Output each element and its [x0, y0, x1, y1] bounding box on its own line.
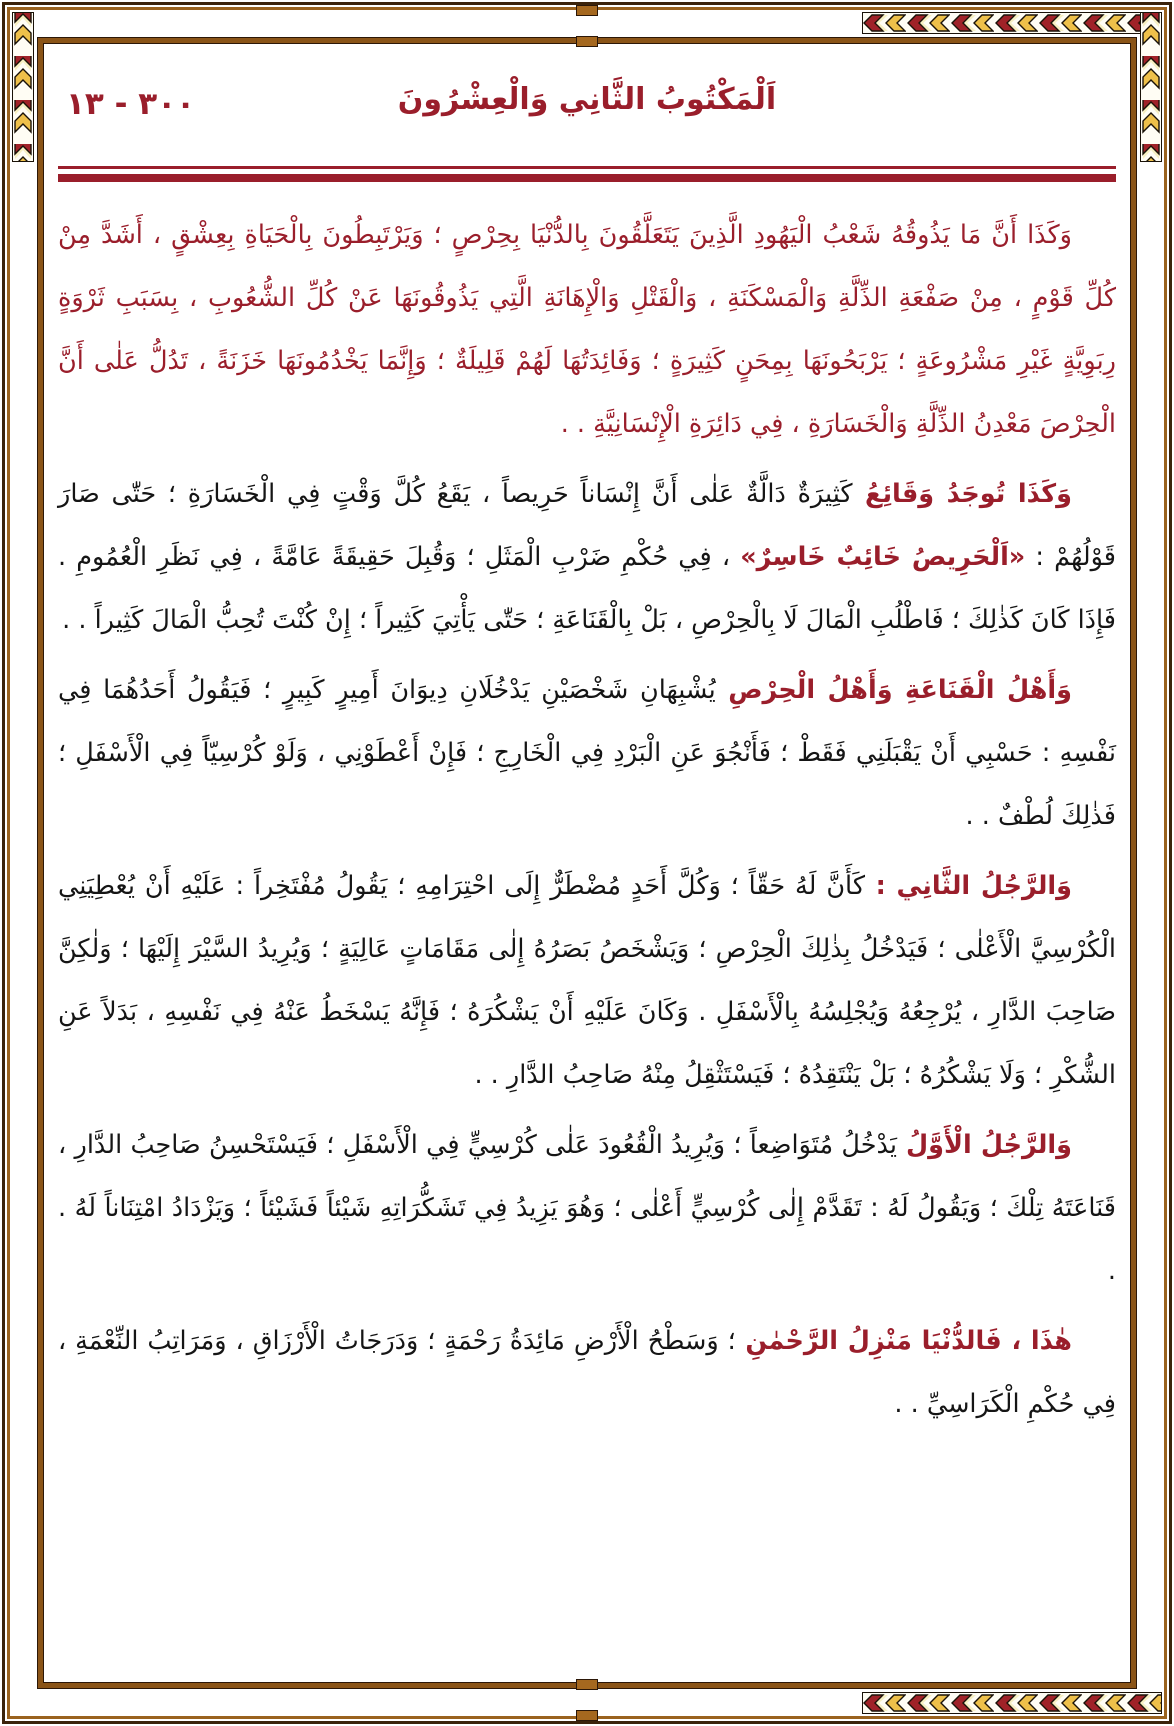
- frame-center-tab: [576, 1710, 598, 1721]
- text-segment: كَأَنَّ لَهُ حَقّاً ؛ وَكُلَّ أَحَدٍ مُضْطَرٌّ إِلَى احْتِرَامِهِ ؛ يَقُولُ مُفْتَخِراً : عَلَيْهِ أَنْ يُعْطِيَنِي الْكُرْسِيَّ الْأَعْلٰى ؛ فَيَدْخُلُ بِذٰلِكَ الْحِرْصِ ؛ وَيَشْخَصُ بَصَرُهُ إِلٰى مَقَامَاتٍ عَالِيَةٍ ؛ وَيُرِيدُ السَّيْرَ إِلَيْهَا ؛ وَلٰكِنَّ صَاحِبَ الدَّارِ ، يُرْجِعُهُ وَيُجْلِسُهُ بِالْأَسْفَلِ . وَكَانَ عَلَيْهِ أَنْ يَشْكُرَهُ ؛ فَإِنَّهُ يَسْخَطُ عَنْهُ فِي نَفْسِهِ ، بَدَلاً عَنِ الشُّكْرِ ؛ وَلَا يَشْكُرُهُ ؛ بَلْ يَنْتَقِدُهُ ؛ فَيَسْتَثْقِلُ مِنْهُ صَاحِبُ الدَّارِ . .: [58, 871, 1116, 1090]
- text-segment: يُشْبِهَانِ شَخْصَيْنِ يَدْخُلَانِ دِيوَانَ أَمِيرٍ كَبِيرٍ ؛ فَيَقُولُ أَحَدُهُمَا فِي نَفْسِهِ : حَسْبِي أَنْ يَقْبَلَنِي فَقَطْ ؛ فَأَنْجُوَ عَنِ الْبَرْدِ فِي الْخَارِجِ ؛ فَإِنْ أَعْطَوْنِي ، وَلَوْ كُرْسِيّاً فِي الْأَسْفَلِ ؛ فَذٰلِكَ لُطْفٌ . .: [58, 675, 1116, 831]
- text-segment: يَدْخُلُ مُتَوَاضِعاً ؛ وَيُرِيدُ الْقُعُودَ عَلٰى كُرْسِيٍّ فِي الْأَسْفَلِ ؛ فَيَسْتَحْسِنُ صَاحِبُ الدَّارِ ، قَنَاعَتَهُ تِلْكَ ؛ وَيَقُولُ لَهُ : تَقَدَّمْ إِلٰى كُرْسِيٍّ أَعْلٰى ؛ وَهُوَ يَزِيدُ فِي تَشَكُّرَاتِهِ شَيْئاً فَشَيْئاً ؛ وَيَزْدَادُ امْتِنَاناً لَهُ . .: [58, 1130, 1116, 1286]
- page-number: ٣٠٠ - ١٣: [66, 86, 196, 122]
- paragraph: [58, 855, 1116, 1107]
- paragraphs: [58, 204, 1116, 1436]
- page-title: اَلْمَكْتُوبُ الثَّانِي وَالْعِشْرُونَ: [397, 82, 777, 117]
- text-segment: كَثِيرَةٌ دَالَّةٌ عَلٰى أَنَّ إِنْسَاناً حَرِيصاً ، يَقَعُ كُلَّ وَقْتٍ فِي الْخَسَارَةِ ؛ حَتّٰى صَارَ قَوْلُهُمْ :: [58, 479, 1117, 572]
- paragraph: [58, 659, 1116, 848]
- text-segment: وَالرَّجُلُ الثَّانِي :: [864, 871, 1073, 901]
- border-ornament-left: [12, 12, 34, 162]
- paragraph: [58, 204, 1116, 456]
- frame-center-tab: [576, 5, 598, 16]
- paragraph: [58, 463, 1116, 652]
- page-header: [58, 68, 1116, 154]
- text-segment: هٰذَا ، فَالدُّنْيَا مَنْزِلُ الرَّحْمٰنِ: [735, 1326, 1072, 1356]
- frame-center-tab: [576, 36, 598, 47]
- border-ornament-right: [1140, 12, 1162, 162]
- paragraph: [58, 1114, 1116, 1303]
- text-segment: وَكَذَا تُوجَدُ وَقَائِعُ: [852, 479, 1072, 509]
- text-segment: ، فِي حُكْمِ ضَرْبِ الْمَثَلِ ؛ وَقُبِلَ حَقِيقَةً عَامَّةً ، فِي نَظَرِ الْعُمُومِ . فَإِذَا كَانَ كَذٰلِكَ ؛ فَاطْلُبِ الْمَالَ لَا بِالْحِرْصِ ، بَلْ بِالْقَنَاعَةِ ؛ حَتّٰى يَأْتِيَ كَثِيراً ؛ إِنْ كُنْتَ تُحِبُّ الْمَالَ كَثِيراً . .: [58, 542, 1116, 635]
- text-segment: ؛ وَسَطْحُ الْأَرْضِ مَائِدَةُ رَحْمَةٍ ؛ وَدَرَجَاتُ الْأَرْزَاقِ ، وَمَرَاتِبُ النِّعْمَةِ ، فِي حُكْمِ الْكَرَاسِيِّ . .: [58, 1326, 1116, 1419]
- page-content: [58, 58, 1116, 1676]
- text-segment: وَأَهْلُ الْقَنَاعَةِ وَأَهْلُ الْحِرْصِ: [715, 675, 1072, 705]
- text-segment: وَالرَّجُلُ الْأَوَّلُ: [896, 1130, 1072, 1160]
- paragraph: [58, 1310, 1116, 1436]
- text-segment: «اَلْحَرِيصُ خَائِبٌ خَاسِرٌ»: [740, 542, 1026, 572]
- frame-center-tab: [576, 1679, 598, 1690]
- text-segment: وَكَذَا أَنَّ مَا يَذُوقُهُ شَعْبُ الْيَهُودِ الَّذِينَ يَتَعَلَّقُونَ بِالدُّنْيَا بِحِرْصٍ ؛ وَيَرْتَبِطُونَ بِالْحَيَاةِ بِعِشْقٍ ، أَشَدَّ مِنْ كُلِّ قَوْمٍ ، مِنْ صَفْعَةِ الذِّلَّةِ وَالْمَسْكَنَةِ ، وَالْقَتْلِ وَالْإِهَانَةِ الَّتِي يَذُوقُونَهَا عَنْ كُلِّ الشُّعُوبِ ، بِسَبَبِ ثَرْوَةٍ رِبَوِيَّةٍ غَيْرِ مَشْرُوعَةٍ ؛ يَرْبَحُونَهَا بِمِحَنٍ كَثِيرَةٍ ؛ وَفَائِدَتُهَا لَهُمْ قَلِيلَةٌ ؛ وَإِنَّمَا يَخْدُمُونَهَا خَزَنَةً ، تَدُلُّ عَلٰى أَنَّ الْحِرْصَ مَعْدِنُ الذِّلَّةِ وَالْخَسَارَةِ ، فِي دَائِرَةِ الْإِنْسَانِيَّةِ . .: [58, 220, 1116, 439]
- header-divider-rule: [58, 166, 1116, 182]
- border-ornament-bottom: [862, 1692, 1162, 1714]
- border-ornament-top: [862, 12, 1162, 34]
